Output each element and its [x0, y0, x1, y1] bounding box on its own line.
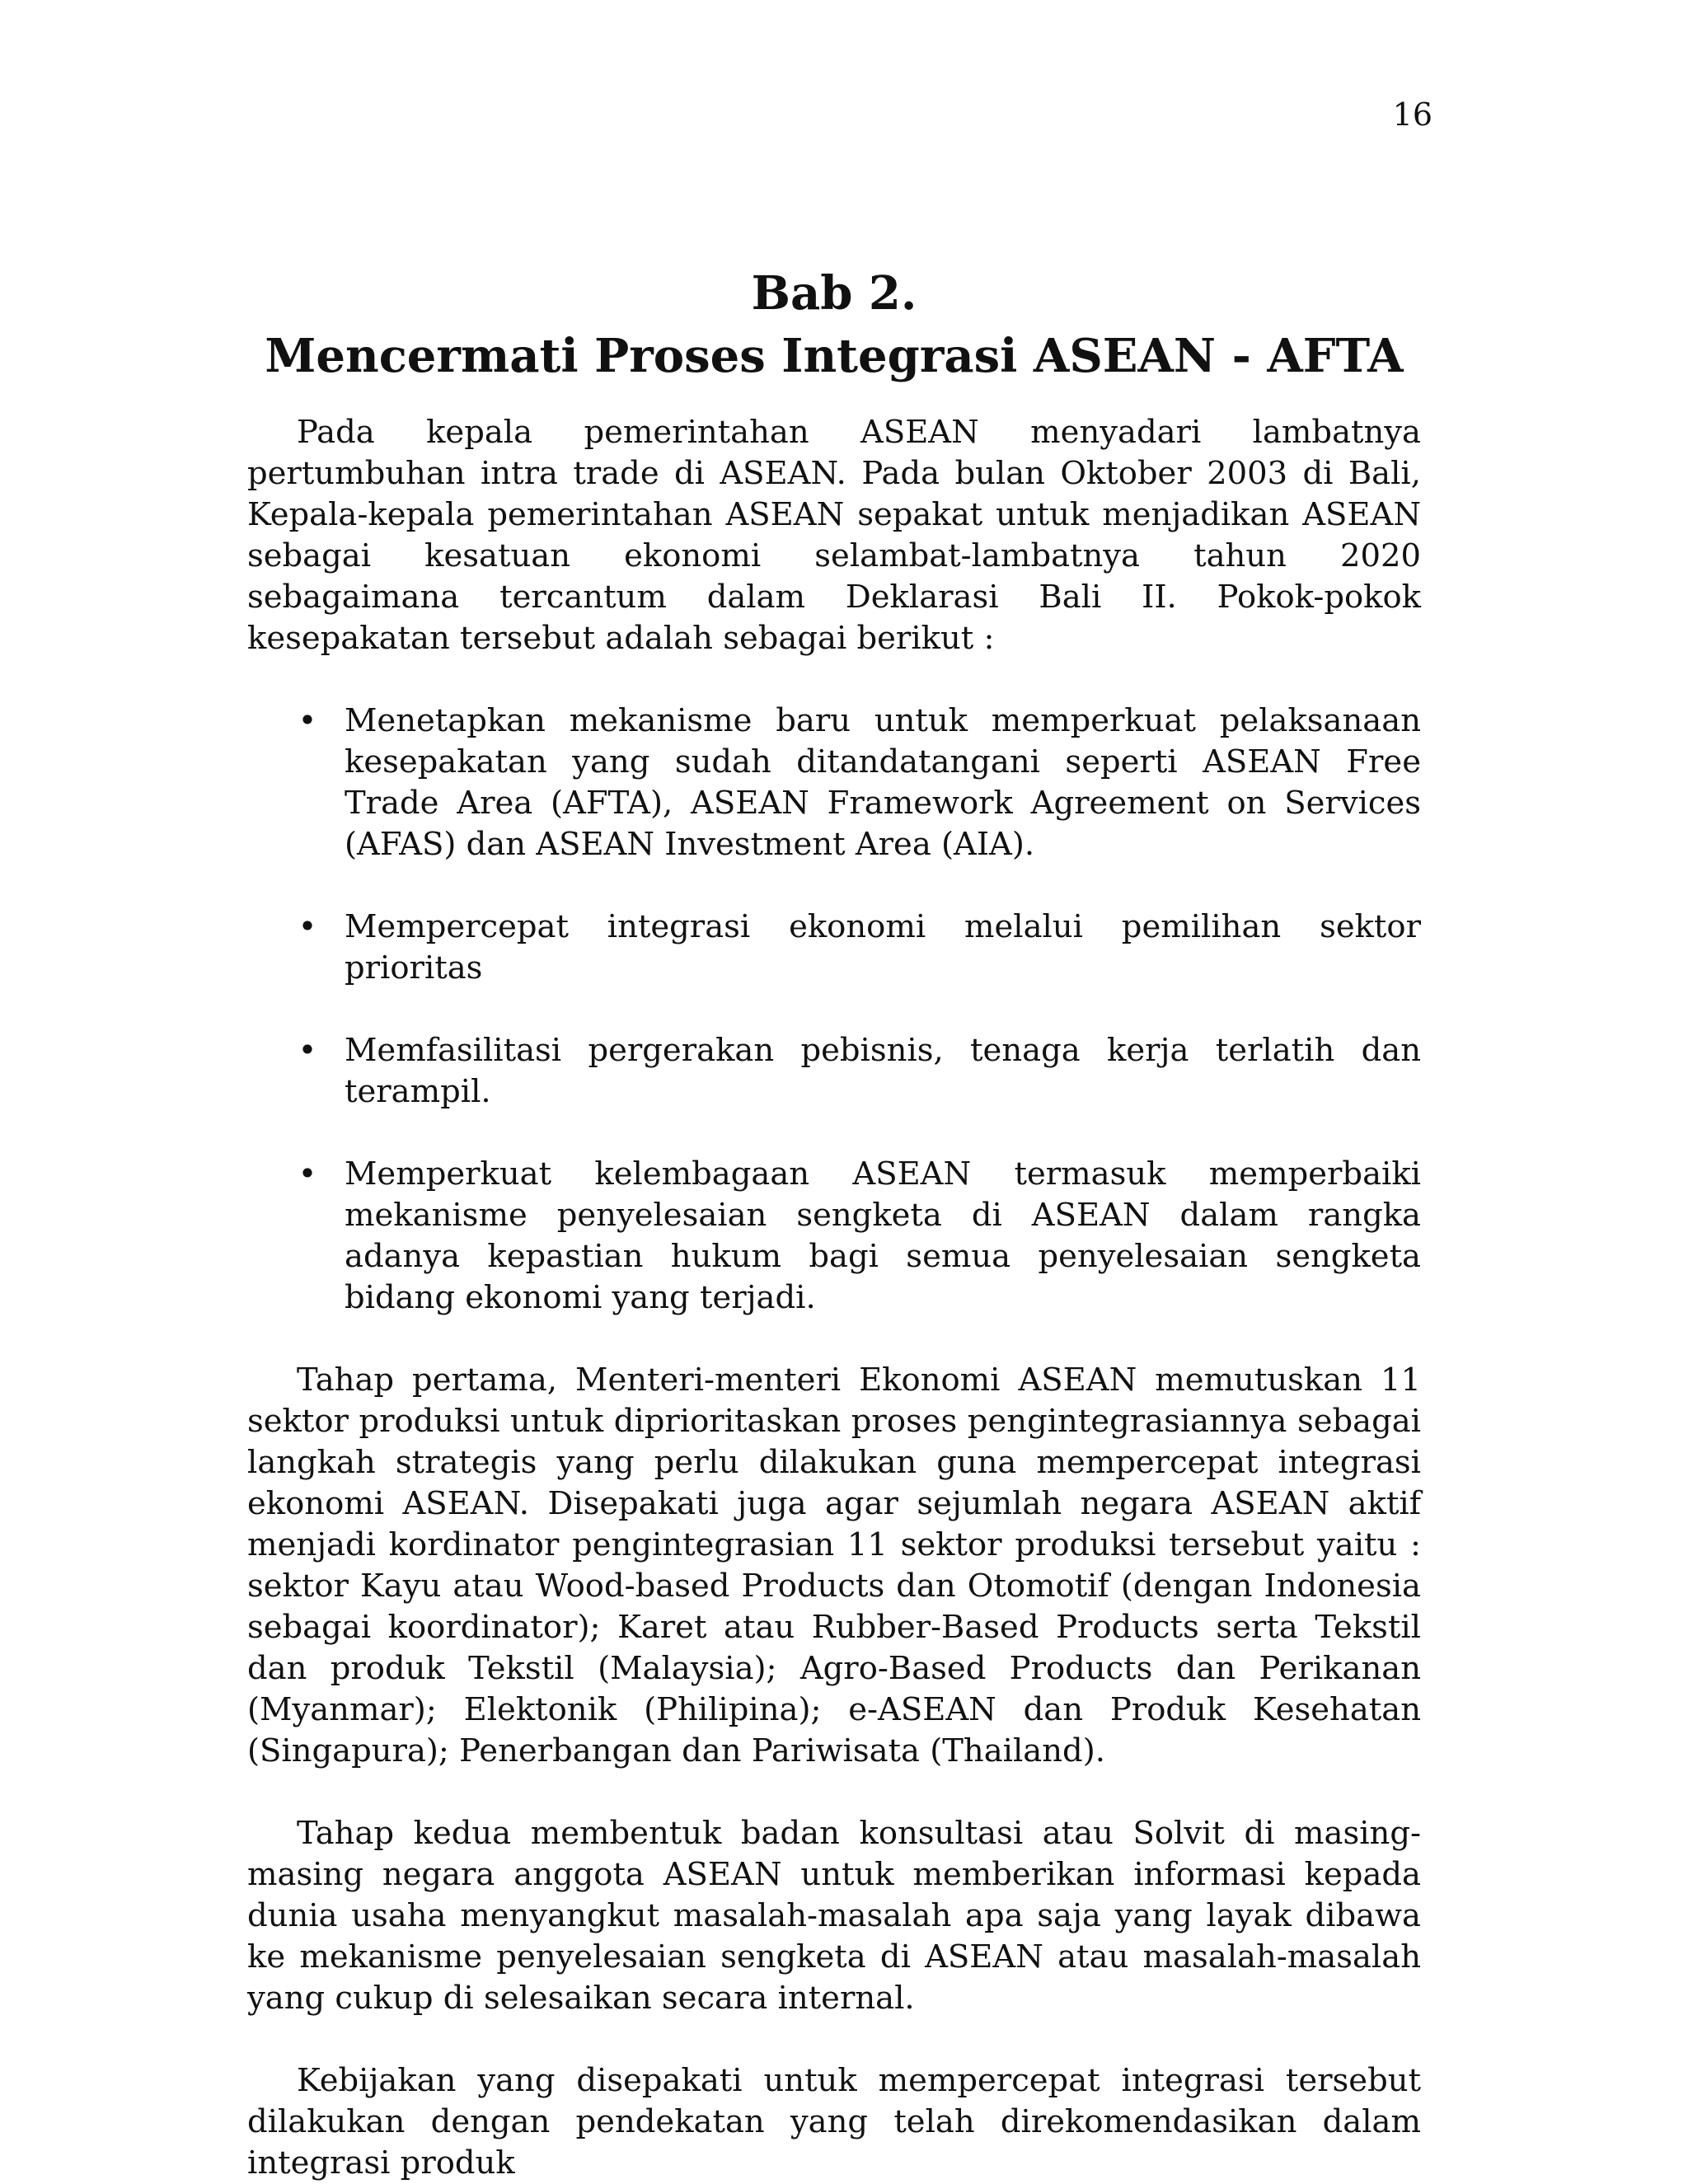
intro-paragraph: Pada kepala pemerintahan ASEAN menyadari lambatnya pertumbuhan intra trade di ASEAN. Pada bulan Oktober 2003 di Bali, Kepala-kepala pemerintahan ASEAN sepakat untuk menjadikan ASEAN sebagai kesatuan ekonomi selambat-lambatnya tahun 2020 sebagaimana tercantum dalam Deklarasi Bali II. Pokok-pokok kesepakatan tersebut adalah sebagai berikut : [247, 414, 1421, 657]
spacer [247, 659, 1421, 701]
list-item [298, 701, 1421, 865]
bullet-icon: • [298, 1032, 317, 1069]
chapter-number: Bab 2. [751, 266, 917, 321]
list-item [298, 1154, 1421, 1319]
bullet-icon: • [298, 908, 317, 945]
list-item-text: Memfasilitasi pergerakan pebisnis, tenaga kerja terlatih dan terampil. [345, 1032, 1421, 1110]
list-item-text: Menetapkan mekanisme baru untuk memperkuat pelaksanaan kesepakatan yang sudah ditandatangani seperti ASEAN Free Trade Area (AFTA), ASEAN Framework Agreement on Services (AFAS) dan ASEAN Investment Area (AIA). [345, 702, 1421, 863]
list-item-text: Mempercepat integrasi ekonomi melalui pemilihan sektor prioritas [345, 908, 1421, 987]
chapter-heading [247, 262, 1421, 387]
list-item-text: Memperkuat kelembagaan ASEAN termasuk memperbaiki mekanisme penyelesaian sengketa di ASEAN dalam rangka adanya kepastian hukum bagi semua penyelesaian sengketa bidang ekonomi yang terjadi. [345, 1155, 1421, 1316]
paragraph-first-stage: Tahap pertama, Menteri-menteri Ekonomi ASEAN memutuskan 11 sektor produksi untuk diprioritaskan proses pengintegrasiannya sebagai langkah strategis yang perlu dilakukan guna mempercepat integrasi ekonomi ASEAN. Disepakati juga agar sejumlah negara ASEAN aktif menjadi kordinator pengintegrasian 11 sektor produksi tersebut yaitu : sektor Kayu atau Wood-based Products dan Otomotif (dengan Indonesia sebagai koordinator); Karet atau Rubber-Based Products serta Tekstil dan produk Tekstil (Malaysia); Agro-Based Products dan Perikanan (Myanmar); Elektonik (Philipina); e-ASEAN dan Produk Kesehatan (Singapura); Penerbangan dan Pariwisata (Thailand). [247, 1361, 1421, 1769]
chapter-title: Mencermati Proses Integrasi ASEAN - AFTA [265, 329, 1404, 383]
page-number: 16 [1392, 96, 1432, 133]
list-item [298, 1030, 1421, 1113]
agreement-points-list [247, 701, 1421, 1319]
bullet-icon: • [298, 702, 317, 739]
paragraph-policy: Kebijakan yang disepakati untuk mempercepat integrasi tersebut dilakukan dengan pendekatan yang telah direkomendasikan dalam integrasi produk [247, 2062, 1421, 2182]
body-text [247, 412, 1421, 2184]
list-item [298, 907, 1421, 989]
paragraph-second-stage: Tahap kedua membentuk badan konsultasi atau Solvit di masing-masing negara anggota ASEAN untuk memberikan informasi kepada dunia usaha menyangkut masalah-masalah apa saja yang layak dibawa ke mekanisme penyelesaian sengketa di ASEAN atau masalah-masalah yang cukup di selesaikan secara internal. [247, 1815, 1421, 2017]
bullet-icon: • [298, 1155, 317, 1193]
